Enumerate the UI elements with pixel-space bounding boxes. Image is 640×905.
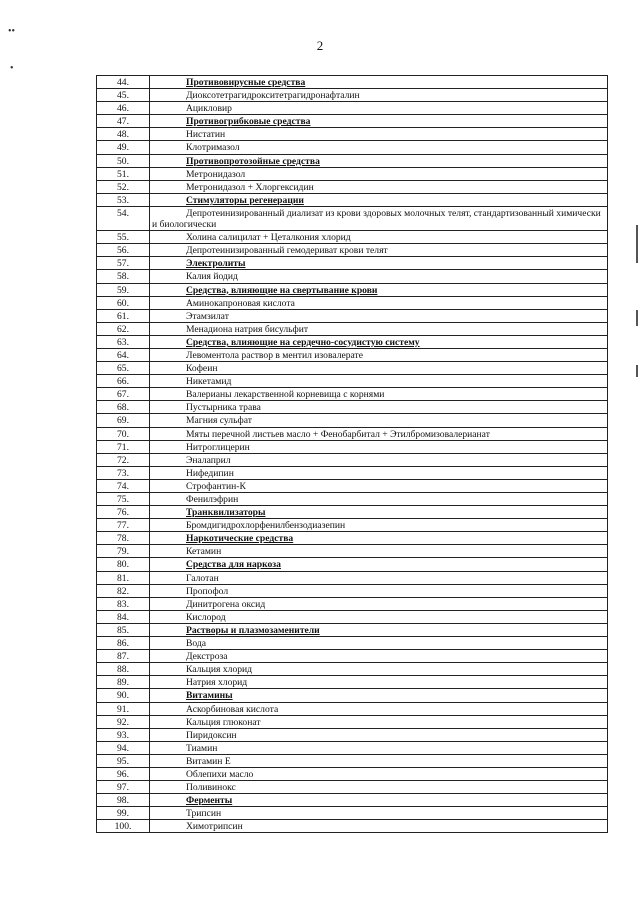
table-row xyxy=(97,610,608,623)
row-number: 63. xyxy=(97,335,150,348)
table-row xyxy=(97,440,608,453)
medication-name: Нифедипин xyxy=(150,466,608,479)
medication-name: Валерианы лекарственной корневища с корнями xyxy=(150,388,608,401)
row-number: 93. xyxy=(97,728,150,741)
table-row xyxy=(97,388,608,401)
row-number: 49. xyxy=(97,141,150,154)
table-row xyxy=(97,623,608,636)
row-number: 71. xyxy=(97,440,150,453)
row-number: 82. xyxy=(97,584,150,597)
row-number: 79. xyxy=(97,545,150,558)
table-row xyxy=(97,794,608,807)
row-number: 60. xyxy=(97,296,150,309)
row-number: 85. xyxy=(97,623,150,636)
table-row xyxy=(97,362,608,375)
row-number: 90. xyxy=(97,689,150,702)
row-number: 58. xyxy=(97,270,150,283)
medication-name: Кофеин xyxy=(150,362,608,375)
medication-name: Магния сульфат xyxy=(150,414,608,427)
table-row xyxy=(97,206,608,230)
medication-name: Декстроза xyxy=(150,650,608,663)
table-row xyxy=(97,650,608,663)
table-row xyxy=(97,322,608,335)
table-row xyxy=(97,257,608,270)
row-number: 91. xyxy=(97,702,150,715)
row-number: 74. xyxy=(97,479,150,492)
table-row xyxy=(97,506,608,519)
section-heading: Стимуляторы регенерации xyxy=(150,193,608,206)
row-number: 98. xyxy=(97,794,150,807)
table-row xyxy=(97,676,608,689)
table-row xyxy=(97,754,608,767)
table-row xyxy=(97,597,608,610)
table-row xyxy=(97,154,608,167)
row-number: 84. xyxy=(97,610,150,623)
section-heading: Средства для наркоза xyxy=(150,558,608,571)
medication-name: Кальция глюконат xyxy=(150,715,608,728)
row-number: 70. xyxy=(97,427,150,440)
section-heading: Средства, влияющие на свертывание крови xyxy=(150,283,608,296)
scan-mark-dots: •• xyxy=(8,26,16,37)
table-row xyxy=(97,427,608,440)
row-number: 73. xyxy=(97,466,150,479)
medication-name: Аскорбиновая кислота xyxy=(150,702,608,715)
medication-name: Ацикловир xyxy=(150,102,608,115)
row-number: 62. xyxy=(97,322,150,335)
medication-name: Калия йодид xyxy=(150,270,608,283)
table-row xyxy=(97,180,608,193)
medication-name: Фенилэфрин xyxy=(150,493,608,506)
section-heading: Витамины xyxy=(150,689,608,702)
section-heading: Транквилизаторы xyxy=(150,506,608,519)
row-number: 52. xyxy=(97,180,150,193)
table-row xyxy=(97,741,608,754)
row-number: 99. xyxy=(97,807,150,820)
medication-name: Кетамин xyxy=(150,545,608,558)
row-number: 44. xyxy=(97,76,150,89)
medication-name: Строфантин-К xyxy=(150,479,608,492)
table-row xyxy=(97,702,608,715)
row-number: 53. xyxy=(97,193,150,206)
medication-name: Трипсин xyxy=(150,807,608,820)
table-row xyxy=(97,414,608,427)
table-row xyxy=(97,781,608,794)
row-number: 68. xyxy=(97,401,150,414)
row-number: 97. xyxy=(97,781,150,794)
page-number: 2 xyxy=(316,38,324,53)
table-row xyxy=(97,348,608,361)
row-number: 72. xyxy=(97,453,150,466)
row-number: 88. xyxy=(97,663,150,676)
row-number: 89. xyxy=(97,676,150,689)
table-row xyxy=(97,128,608,141)
table-row xyxy=(97,244,608,257)
medication-name: Никетамид xyxy=(150,375,608,388)
row-number: 66. xyxy=(97,375,150,388)
table-row xyxy=(97,270,608,283)
table-row xyxy=(97,584,608,597)
scan-edge-artifact xyxy=(636,225,638,263)
row-number: 96. xyxy=(97,767,150,780)
table-row xyxy=(97,479,608,492)
medication-name: Облепихи масло xyxy=(150,767,608,780)
table-row xyxy=(97,309,608,322)
row-number: 64. xyxy=(97,348,150,361)
row-number: 92. xyxy=(97,715,150,728)
row-number: 75. xyxy=(97,493,150,506)
medication-name: Витамин Е xyxy=(150,754,608,767)
row-number: 86. xyxy=(97,637,150,650)
medication-name: Левоментола раствор в ментил изовалерате xyxy=(150,348,608,361)
row-number: 76. xyxy=(97,506,150,519)
medication-name: Пиридоксин xyxy=(150,728,608,741)
section-heading: Электролиты xyxy=(150,257,608,270)
section-heading: Противовирусные средства xyxy=(150,76,608,89)
row-number: 45. xyxy=(97,89,150,102)
section-heading: Противопротозойные средства xyxy=(150,154,608,167)
table-row xyxy=(97,807,608,820)
table-row xyxy=(97,571,608,584)
table-row xyxy=(97,767,608,780)
table-row xyxy=(97,296,608,309)
table-row xyxy=(97,519,608,532)
medication-name: Пустырника трава xyxy=(150,401,608,414)
table-row xyxy=(97,102,608,115)
medication-name: Бромдигидрохлорфенилбензодиазепин xyxy=(150,519,608,532)
medication-name: Холина салицилат + Цеталкония хлорид xyxy=(150,231,608,244)
row-number: 48. xyxy=(97,128,150,141)
medication-name: Химотрипсин xyxy=(150,820,608,833)
table-row xyxy=(97,715,608,728)
table-row xyxy=(97,637,608,650)
medication-name: Кислород xyxy=(150,610,608,623)
section-heading: Растворы и плазмозаменители xyxy=(150,623,608,636)
table-row xyxy=(97,453,608,466)
table-row xyxy=(97,728,608,741)
table-row xyxy=(97,115,608,128)
row-number: 61. xyxy=(97,309,150,322)
row-number: 55. xyxy=(97,231,150,244)
table-row xyxy=(97,401,608,414)
medication-name: Нистатин xyxy=(150,128,608,141)
row-number: 78. xyxy=(97,532,150,545)
row-number: 81. xyxy=(97,571,150,584)
row-number: 59. xyxy=(97,283,150,296)
row-number: 94. xyxy=(97,741,150,754)
table-row xyxy=(97,820,608,833)
medication-name: Тиамин xyxy=(150,741,608,754)
scan-edge-artifact xyxy=(636,310,638,326)
medication-name: Депротеинизированный гемодериват крови телят xyxy=(150,244,608,257)
medication-name: Менадиона натрия бисульфит xyxy=(150,322,608,335)
scan-mark-dot: • xyxy=(10,63,14,74)
row-number: 65. xyxy=(97,362,150,375)
table-row xyxy=(97,231,608,244)
medication-list-table xyxy=(96,75,608,833)
row-number: 69. xyxy=(97,414,150,427)
medication-name: Метронидазол + Хлоргексидин xyxy=(150,180,608,193)
medication-name: Кальция хлорид xyxy=(150,663,608,676)
row-number: 51. xyxy=(97,167,150,180)
table-row xyxy=(97,663,608,676)
table-row xyxy=(97,141,608,154)
medication-name: Поливинокс xyxy=(150,781,608,794)
table-row xyxy=(97,689,608,702)
row-number: 100. xyxy=(97,820,150,833)
medication-name: Депротеинизированный диализат из крови здоровых молочных телят, стандартизованный химически и биологически xyxy=(150,206,608,230)
table-row xyxy=(97,375,608,388)
medication-name: Мяты перечной листьев масло + Фенобарбитал + Этилбромизовалерианат xyxy=(150,427,608,440)
medication-name: Аминокапроновая кислота xyxy=(150,296,608,309)
medication-name: Вода xyxy=(150,637,608,650)
section-heading: Средства, влияющие на сердечно-сосудистую систему xyxy=(150,335,608,348)
row-number: 77. xyxy=(97,519,150,532)
table-row xyxy=(97,466,608,479)
medication-name: Клотримазол xyxy=(150,141,608,154)
medication-name: Динитрогена оксид xyxy=(150,597,608,610)
medication-name: Галотан xyxy=(150,571,608,584)
medication-name: Натрия хлорид xyxy=(150,676,608,689)
table-row xyxy=(97,76,608,89)
table-row xyxy=(97,167,608,180)
row-number: 46. xyxy=(97,102,150,115)
row-number: 54. xyxy=(97,206,150,230)
section-heading: Противогрибковые средства xyxy=(150,115,608,128)
table-body xyxy=(97,76,608,833)
table-row xyxy=(97,545,608,558)
row-number: 50. xyxy=(97,154,150,167)
row-number: 56. xyxy=(97,244,150,257)
medication-name: Этамзилат xyxy=(150,309,608,322)
table-row xyxy=(97,89,608,102)
table-row xyxy=(97,193,608,206)
table-row xyxy=(97,283,608,296)
section-heading: Ферменты xyxy=(150,794,608,807)
row-number: 67. xyxy=(97,388,150,401)
row-number: 87. xyxy=(97,650,150,663)
medication-name: Пропофол xyxy=(150,584,608,597)
table-row xyxy=(97,558,608,571)
table-row xyxy=(97,335,608,348)
row-number: 95. xyxy=(97,754,150,767)
row-number: 80. xyxy=(97,558,150,571)
row-number: 83. xyxy=(97,597,150,610)
scan-edge-artifact xyxy=(636,365,638,377)
medication-name: Диоксотетрагидрокситетрагидронафталин xyxy=(150,89,608,102)
medication-name: Метронидазол xyxy=(150,167,608,180)
table-row xyxy=(97,493,608,506)
section-heading: Наркотические средства xyxy=(150,532,608,545)
medication-name: Нитроглицерин xyxy=(150,440,608,453)
row-number: 57. xyxy=(97,257,150,270)
row-number: 47. xyxy=(97,115,150,128)
table-row xyxy=(97,532,608,545)
medication-name: Эналаприл xyxy=(150,453,608,466)
